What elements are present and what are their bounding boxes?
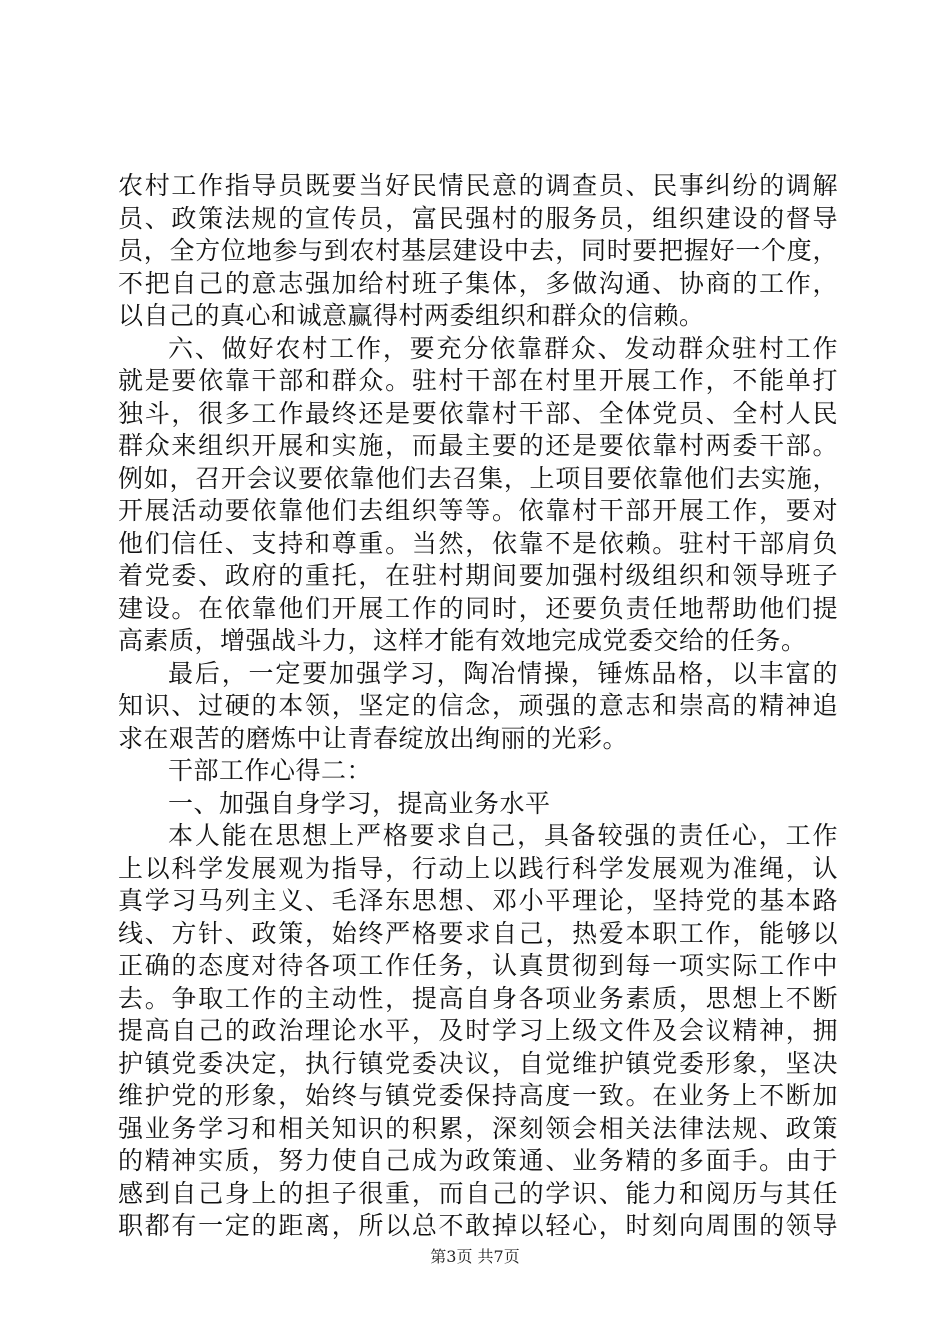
text-line: 的精神实质，努力使自己成为政策通、业务精的多面手。由于 [118,1146,838,1175]
text-line: 本人能在思想上严格要求自己，具备较强的责任心，工作 [168,821,838,850]
text-line: 感到自己身上的担子很重，而自己的学识、能力和阅历与其任 [118,1178,838,1208]
text-line: 干部工作心得二： [168,756,373,785]
text-line: 农村工作指导员既要当好民情民意的调查员、民事纠纷的调解 [118,171,838,200]
text-line: 建设。在依靠他们开展工作的同时，还要负责任地帮助他们提 [118,593,838,623]
text-line: 开展活动要依靠他们去组织等等。依靠村干部开展工作，要对 [118,496,838,525]
text-line: 一、加强自身学习，提高业务水平 [168,788,551,818]
text-line: 职都有一定的距离，所以总不敢掉以轻心，时刻向周围的领导 [118,1211,838,1240]
text-line: 着党委、政府的重托，在驻村期间要加强村级组织和领导班子 [118,561,838,590]
text-line: 例如，召开会议要依靠他们去召集，上项目要依靠他们去实施， [118,463,838,493]
text-line: 员、政策法规的宣传员，富民强村的服务员，组织建设的督导 [118,203,838,233]
document-body [118,170,838,1243]
text-line: 求在艰苦的磨炼中让青春绽放出绚丽的光彩。 [118,723,629,753]
text-line: 以自己的真心和诚意赢得村两委组织和群众的信赖。 [118,301,705,330]
text-line: 去。争取工作的主动性，提高自身各项业务素质，思想上不断 [118,983,838,1013]
text-line: 真学习马列主义、毛泽东思想、邓小平理论，坚持党的基本路 [118,886,838,915]
text-line: 线、方针、政策，始终严格要求自己，热爱本职工作，能够以 [118,918,838,948]
text-line: 知识、过硬的本领，坚定的信念，顽强的意志和崇高的精神追 [118,691,838,720]
text-line: 独斗，很多工作最终还是要依靠村干部、全体党员、全村人民 [118,398,838,428]
text-line: 员，全方位地参与到农村基层建设中去，同时要把握好一个度， [118,236,838,265]
text-line: 六、做好农村工作，要充分依靠群众、发动群众驻村工作 [168,333,838,363]
text-line: 维护党的形象，始终与镇党委保持高度一致。在业务上不断加 [118,1081,838,1110]
text-line: 他们信任、支持和尊重。当然，依靠不是依赖。驻村干部肩负 [118,528,838,558]
text-line: 提高自己的政治理论水平，及时学习上级文件及会议精神，拥 [118,1016,838,1045]
page-number-footer: 第3页 共7页 [430,1247,520,1266]
text-line: 群众来组织开展和实施，而最主要的还是要依靠村两委干部。 [118,431,838,460]
text-line: 护镇党委决定，执行镇党委决议，自觉维护镇党委形象，坚决 [118,1048,838,1078]
text-line: 强业务学习和相关知识的积累，深刻领会相关法律法规、政策 [118,1113,838,1143]
text-line: 就是要依靠干部和群众。驻村干部在村里开展工作，不能单打 [118,366,838,395]
text-line: 不把自己的意志强加给村班子集体，多做沟通、协商的工作， [118,268,838,298]
text-line: 高素质，增强战斗力，这样才能有效地完成党委交给的任务。 [118,626,807,655]
text-line: 最后，一定要加强学习，陶冶情操，锤炼品格，以丰富的 [168,658,838,688]
text-line: 正确的态度对待各项工作任务，认真贯彻到每一项实际工作中 [118,951,838,980]
text-line: 上以科学发展观为指导，行动上以践行科学发展观为准绳，认 [118,853,838,883]
